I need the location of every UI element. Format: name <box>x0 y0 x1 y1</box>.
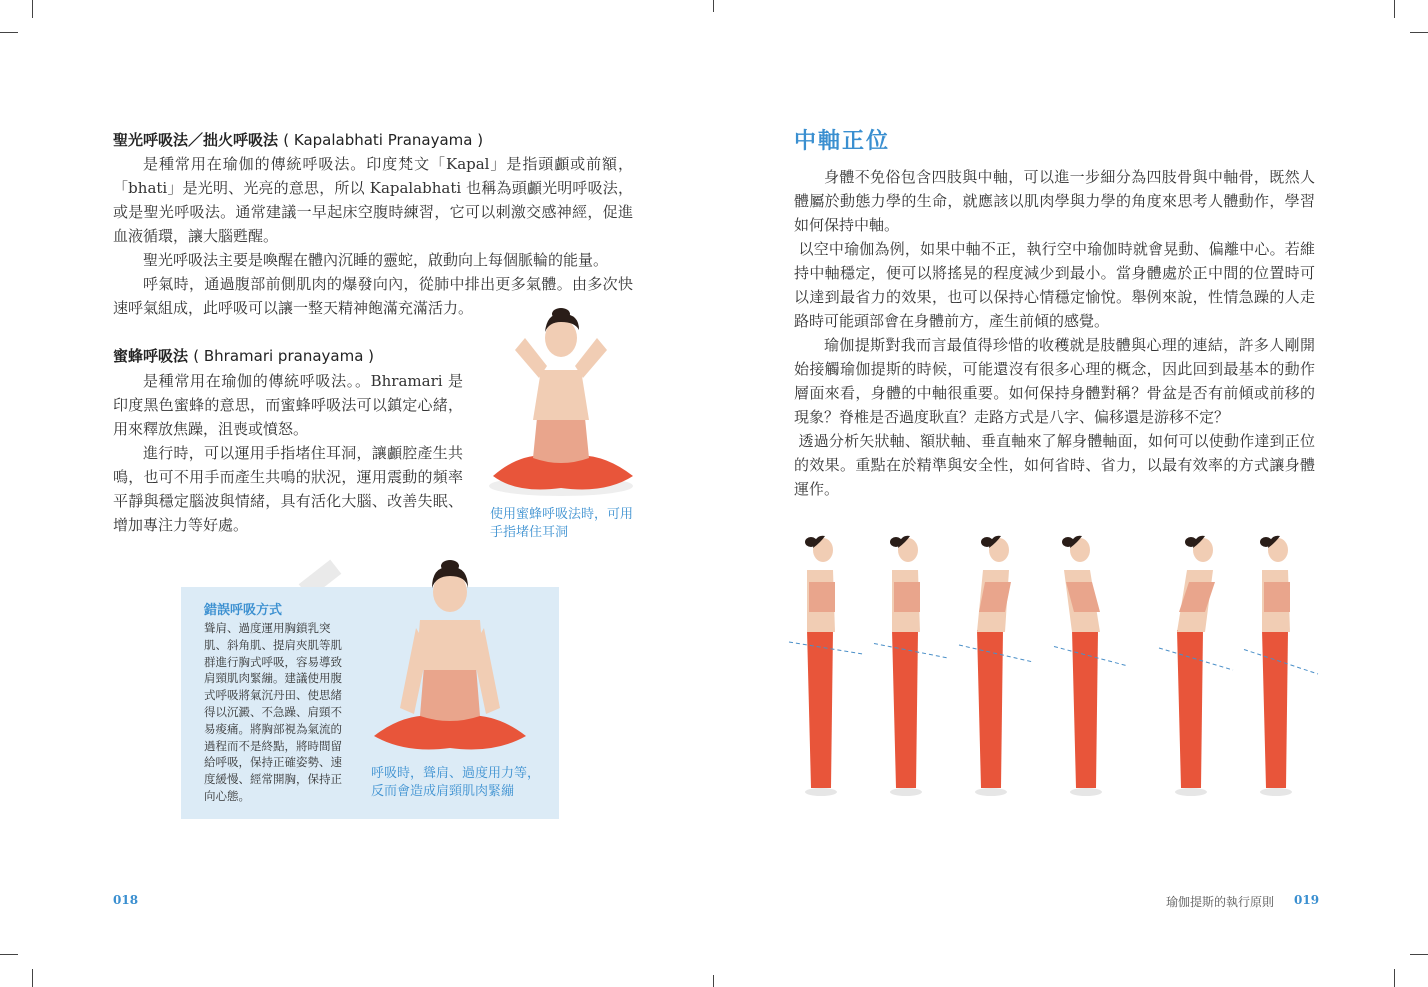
posture-figure <box>959 536 1033 796</box>
page-title: 中軸正位 <box>794 129 891 154</box>
bhramari-body <box>113 369 463 537</box>
paragraph: 透過分析矢狀軸、額狀軸、垂直軸來了解身體軸面，如何可以使動作達到正位的效果。重點在於精準與安全性，如何省時、省力，以最有效率的方式讓身體運作。 <box>794 432 1315 498</box>
running-head: 瑜伽提斯的執行原則 <box>1166 895 1275 909</box>
paragraph: 瑜伽提斯對我而言最值得珍惜的收穫就是肢體與心理的連結，許多人剛開始接觸瑜伽提斯的時候，可能還沒有很多心理的概念，因此回到最基本的動作層面來看，身體的中軸很重要。如何保持身體對稱？骨盆是否有前傾或前移的現象？脊椎是否過度耿直？走路方式是八字、偏移還是游移不定？ <box>794 336 1315 426</box>
paragraph: 進行時，可以運用手指堵住耳洞，讓顱腔產生共鳴，也可不用手而產生共鳴的狀況，運用震動的頻率平靜與穩定腦波與情緒，具有活化大腦、改善失眠、增加專注力等好處。 <box>113 444 463 534</box>
paragraph: 以空中瑜伽為例，如果中軸不正，執行空中瑜伽時就會晃動、偏離中心。若維持中軸穩定，便可以將搖晃的程度減少到最小。當身體處於正中間的位置時可以達到最省力的效果，也可以保持心情穩定愉悅。舉例來說，性情急躁的人走路時可能頭部會在身體前方，產生前傾的感覺。 <box>794 240 1315 330</box>
paragraph: 是種常用在瑜伽的傳統呼吸法。。Bhramari 是印度黑色蜜蜂的意思，而蜜蜂呼吸法可以鎮定心緒，用來釋放焦躁，沮喪或憤怒。 <box>113 372 463 438</box>
posture-figure <box>1159 536 1233 796</box>
section-title-bhramari: 蜜蜂呼吸法 ( Bhramari pranayama ) <box>113 347 375 365</box>
bee-breath-caption: 使用蜜蜂呼吸法時，可用手指堵住耳洞 <box>490 507 634 540</box>
posture-figure <box>1244 536 1318 796</box>
bee-breath-photo <box>485 308 640 500</box>
paragraph: 聖光呼吸法主要是喚醒在體內沉睡的靈蛇，啟動向上每個脈輪的能量。 <box>143 251 609 269</box>
section-title-kapalabhati: 聖光呼吸法／拙火呼吸法 ( Kapalabhati Pranayama ) <box>113 131 484 149</box>
posture-comparison-photo <box>784 530 1344 805</box>
paragraph: 身體不免俗包含四肢與中軸，可以進一步細分為四肢骨與中軸骨，既然人體屬於動態力學的生命，就應該以肌肉學與力學的角度來思考人體動作，學習如何保持中軸。 <box>794 168 1315 234</box>
right-page <box>714 0 1428 987</box>
posture-figure <box>874 536 948 796</box>
posture-figure <box>789 536 863 796</box>
page-number-left: 018 <box>113 893 139 907</box>
sidebar-title: 錯誤呼吸方式 <box>204 603 283 618</box>
spine-alignment-body <box>794 165 1315 501</box>
wrong-breathing-photo <box>370 558 530 758</box>
posture-figure <box>1054 536 1128 796</box>
paragraph: 呼氣時，通過腹部前側肌肉的爆發向內，從肺中排出更多氣體。由多次快速呼氣組成，此呼吸可以讓一整天精神飽滿充滿活力。 <box>113 275 633 317</box>
page-number-right: 019 <box>1294 893 1320 907</box>
paragraph: 是種常用在瑜伽的傳統呼吸法。印度梵文「Kapal」是指頭顱或前額，「bhati」是光明、光亮的意思，所以 Kapalabhati 也稱為頭顱光明呼吸法，或是聖光呼吸法。通常建議一早起床空腹時練習，它可以刺激交感神經，促進血液循環，讓大腦甦醒。 <box>113 155 633 245</box>
kapalabhati-body <box>113 152 633 320</box>
wrong-breathing-caption: 呼吸時，聳肩、過度用力等，反而會造成肩頸肌肉緊繃 <box>371 766 541 799</box>
sidebar-text: 聳肩、過度運用胸鎖乳突肌、斜角肌、提肩夾肌等肌群進行胸式呼吸，容易導致肩頸肌肉緊繃。建議使用腹式呼吸將氣沉丹田、使思緒得以沉澱、不急躁、肩頸不易痠痛。將胸部視為氣流的過程而不是終點，將時間留給呼吸，保持正確姿勢、速度緩慢、經常開胸，保持正向心態。 <box>204 621 342 803</box>
